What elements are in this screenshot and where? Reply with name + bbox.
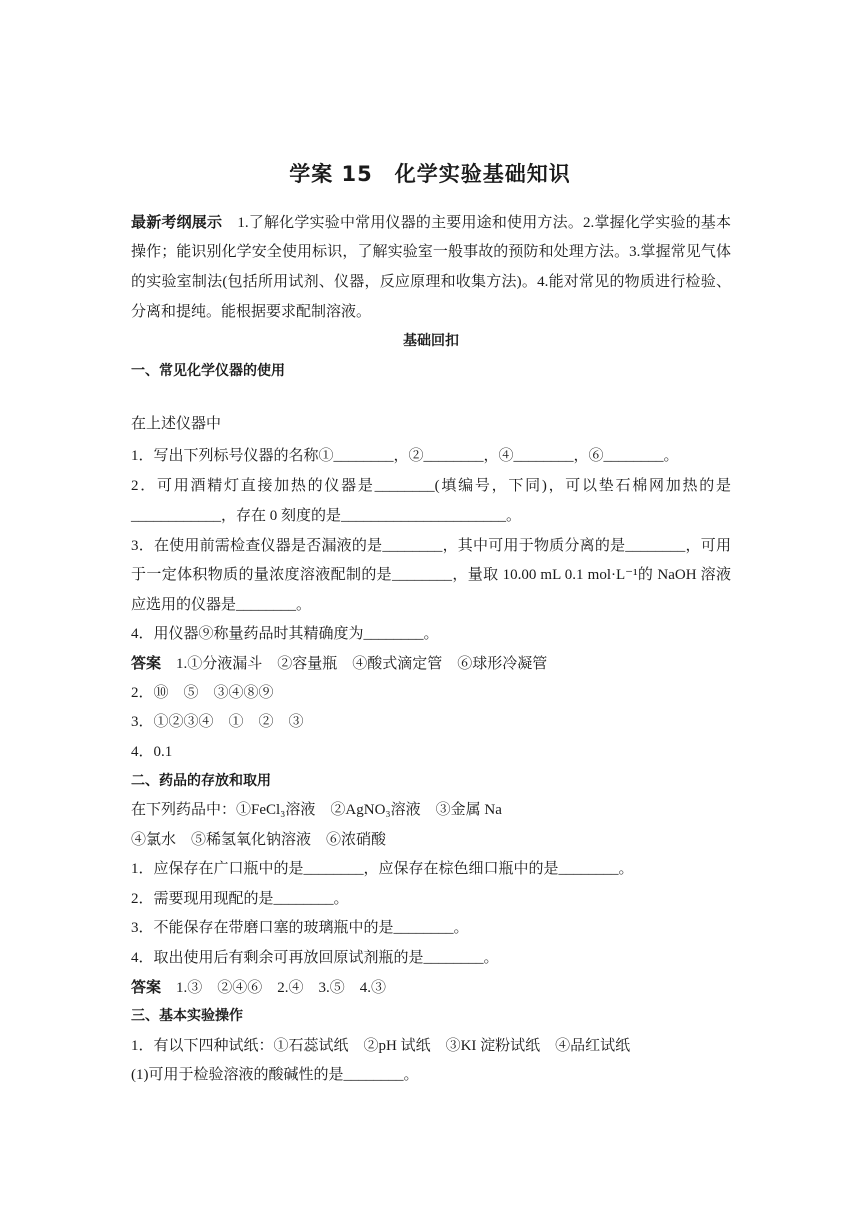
section2-answer: 1.③ ②④⑥ 2.④ 3.⑤ 4.③ <box>161 980 387 996</box>
section1-answer-2: 2．⑩ ⑤ ③④⑧⑨ <box>131 685 274 701</box>
section1-q1: 1．写出下列标号仪器的名称①________，②________，④________，⑥________。 <box>131 448 679 464</box>
answer-label: 答案 <box>131 654 162 672</box>
intro-line-1 <box>131 210 731 234</box>
section2-intro-2: ④氯水 ⑤稀氢氧化钠溶液 ⑥浓硝酸 <box>131 832 387 848</box>
section1-q3b: 于一定体积物质的量浓度溶液配制的是________，量取 10.00 mL 0.1 mol·L⁻¹的 NaOH 溶液 <box>131 567 731 583</box>
section2-answer-line <box>131 975 731 999</box>
section1-answer-3: 3．①②③④ ① ② ③ <box>131 714 304 730</box>
section1-q2a: 2．可用酒精灯直接加热的仪器是________(填编号，下同)，可以垫石棉网加热的是 <box>131 478 731 494</box>
intro-label: 最新考纲展示 <box>131 213 223 231</box>
section1-heading: 一、常见化学仪器的使用 <box>131 363 285 379</box>
intro-line-2: 操作；能识别化学安全使用标识，了解实验室一般事故的预防和处理方法。3.掌握常见气体 <box>131 244 731 260</box>
section1-answer-line <box>131 651 731 675</box>
intro-line-4: 分离和提纯。能根据要求配制溶液。 <box>131 304 372 320</box>
section1-answer-1: 1.①分液漏斗 ②容量瓶 ④酸式滴定管 ⑥球形冷凝管 <box>161 656 548 672</box>
section2-intro-1: 在下列药品中：①FeCl₃溶液 ②AgNO₃溶液 ③金属 Na <box>131 802 502 818</box>
section3-heading: 三、基本实验操作 <box>131 1008 243 1024</box>
section1-q4: 4．用仪器⑨称量药品时其精确度为________。 <box>131 626 439 642</box>
intro-line-3: 的实验室制法(包括所用试剂、仪器，反应原理和收集方法)。4.能对常见的物质进行检验、 <box>131 274 731 290</box>
answer-label: 答案 <box>131 978 162 996</box>
section1-intro: 在上述仪器中 <box>131 416 222 432</box>
section2-heading: 二、药品的存放和取用 <box>131 773 271 789</box>
page-title: 学案 15 化学实验基础知识 <box>289 162 571 186</box>
section2-q2: 2．需要现用现配的是________。 <box>131 891 349 907</box>
section2-q1: 1．应保存在广口瓶中的是________，应保存在棕色细口瓶中的是________。 <box>131 861 634 877</box>
section1-q3a: 3．在使用前需检查仪器是否漏液的是________，其中可用于物质分离的是________，可用 <box>131 538 731 554</box>
review-heading: 基础回扣 <box>403 333 459 349</box>
section1-answer-4: 4．0.1 <box>131 744 173 760</box>
section2-q4: 4．取出使用后有剩余可再放回原试剂瓶的是________。 <box>131 950 499 966</box>
section2-q3: 3．不能保存在带磨口塞的玻璃瓶中的是________。 <box>131 920 469 936</box>
intro-text-1: 1.了解化学实验中常用仪器的主要用途和使用方法。2.掌握化学实验的基本 <box>222 215 731 231</box>
section1-q3c: 应选用的仪器是________。 <box>131 597 312 613</box>
section3-q1a: (1)可用于检验溶液的酸碱性的是________。 <box>131 1067 419 1083</box>
section1-q2b: ____________，存在 0 刻度的是______________________。 <box>131 508 522 524</box>
section3-q1: 1．有以下四种试纸：①石蕊试纸 ②pH 试纸 ③KI 淀粉试纸 ④品红试纸 <box>131 1038 631 1054</box>
